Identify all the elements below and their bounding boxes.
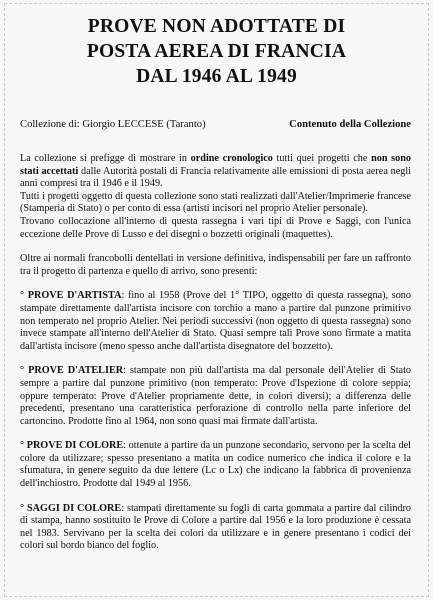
intro-paragraph-2: Tutti i progetti oggetto di questa collezione sono stati realizzati dall'Atelier/Imprimerie francese (Stamperia di Stato) o per conto di essa (artisti incisori nel proprio Atelier personale). [20,190,411,215]
intro-text: tutti quei progetti che [272,153,372,164]
intro-text: dalle Autorità postali di Francia relativamente alle emissioni di posta aerea negli anni compresi tra il 1946 e il 1949. [20,165,412,190]
intro-paragraph-4: Oltre ai normali francobolli dentellati in versione definitiva, indispensabili per fare un raffronto tra il progetto di partenza e quello di arrivo, sono presenti: [20,253,411,277]
section-text: : stampati direttamente su fogli di carta gommata a partire dal cilindro di stampa, hanno sostituito le Prove di Colore a partire dal 1956 e la loro produzione è cessata nel 1983. Servivano per la scelta dei colori da utilizzare e in genere presentano i codici dei colori sul bordo bianco del foglio. [20,502,411,552]
page-title [0,14,433,89]
intro-text: La collezione si prefigge di mostrare in [20,153,191,164]
section-text: : fino al 1958 (Prove del 1° TIPO, oggetto di questa rassegna), sono stampate direttamente dall'artista incisore con torchio a mano a partire dal punzone primitivo non temperato nel proprio Atelier. Nei periodi successivi (non oggetto di questa rassegna) sono invece stampate all'interno dell'Atelier di Stato. Quasi sempre tali Prove sono firmate a matita dall'artista incisore (meno spesso anche dall'artista disegnatore del bozzetto). [20,290,411,352]
section-text: : stampate non più dall'artista ma dal personale dell'Atelier di Stato sempre a partire dal punzone primitivo (non temperato: Prove d'Ispezione di colore seppia; oppure temperato: Prove d'Atelier propriamente dette, in colori diversi); a differenza delle precedenti, presentano una caratteristica perforazione di controllo nella parte inferiore del cartoncino. Prodotte fino al 1964, non sono quasi mai firmate dall'artista. [20,365,411,427]
intro-paragraph-1 [20,153,411,191]
section-heading: ° PROVE DI COLORE [20,440,124,452]
section-prove-colore [20,440,411,490]
intro-bold-text: non sono stati accettati [20,153,411,177]
collector-name: Collezione di: Giorgio LECCESE (Taranto) [20,119,206,130]
intro-paragraph-3: Trovano collocazione all'interno di questa rassegna i vari tipi di Prove e Saggi, con l'unica eccezione delle Prove di Lusso e dei disegni o bozzetti originali (maquettes). [20,215,411,240]
title-line-3: DAL 1946 AL 1949 [136,66,297,87]
section-saggi-colore [20,503,411,553]
section-prove-artista [20,290,411,353]
section-heading: ° PROVE D'ARTISTA [20,290,122,302]
section-text: : ottenute a partire da un punzone secondario, servono per la scelta del colore da utilizzare; spesso presentano a matita un codice numerico che indica il colore e la sfumatura, in genere seguito da due lettere (Lc o Lx) che indicano la fabbrica di provenienza dell'inchiostro. Prodotte dal 1949 al 1956. [20,440,411,490]
section-prove-atelier [20,365,411,428]
intro-bold-text: ordine cronologico [190,153,273,164]
title-line-1: PROVE NON ADOTTATE DI [87,16,346,37]
contents-heading: Contenuto della Collezione [289,119,411,130]
section-heading: ° SAGGI DI COLORE [20,502,122,514]
section-heading: ° PROVE D'ATELIER [20,365,124,377]
document-body [20,153,411,553]
title-line-2: POSTA AEREA DI FRANCIA [86,41,347,62]
